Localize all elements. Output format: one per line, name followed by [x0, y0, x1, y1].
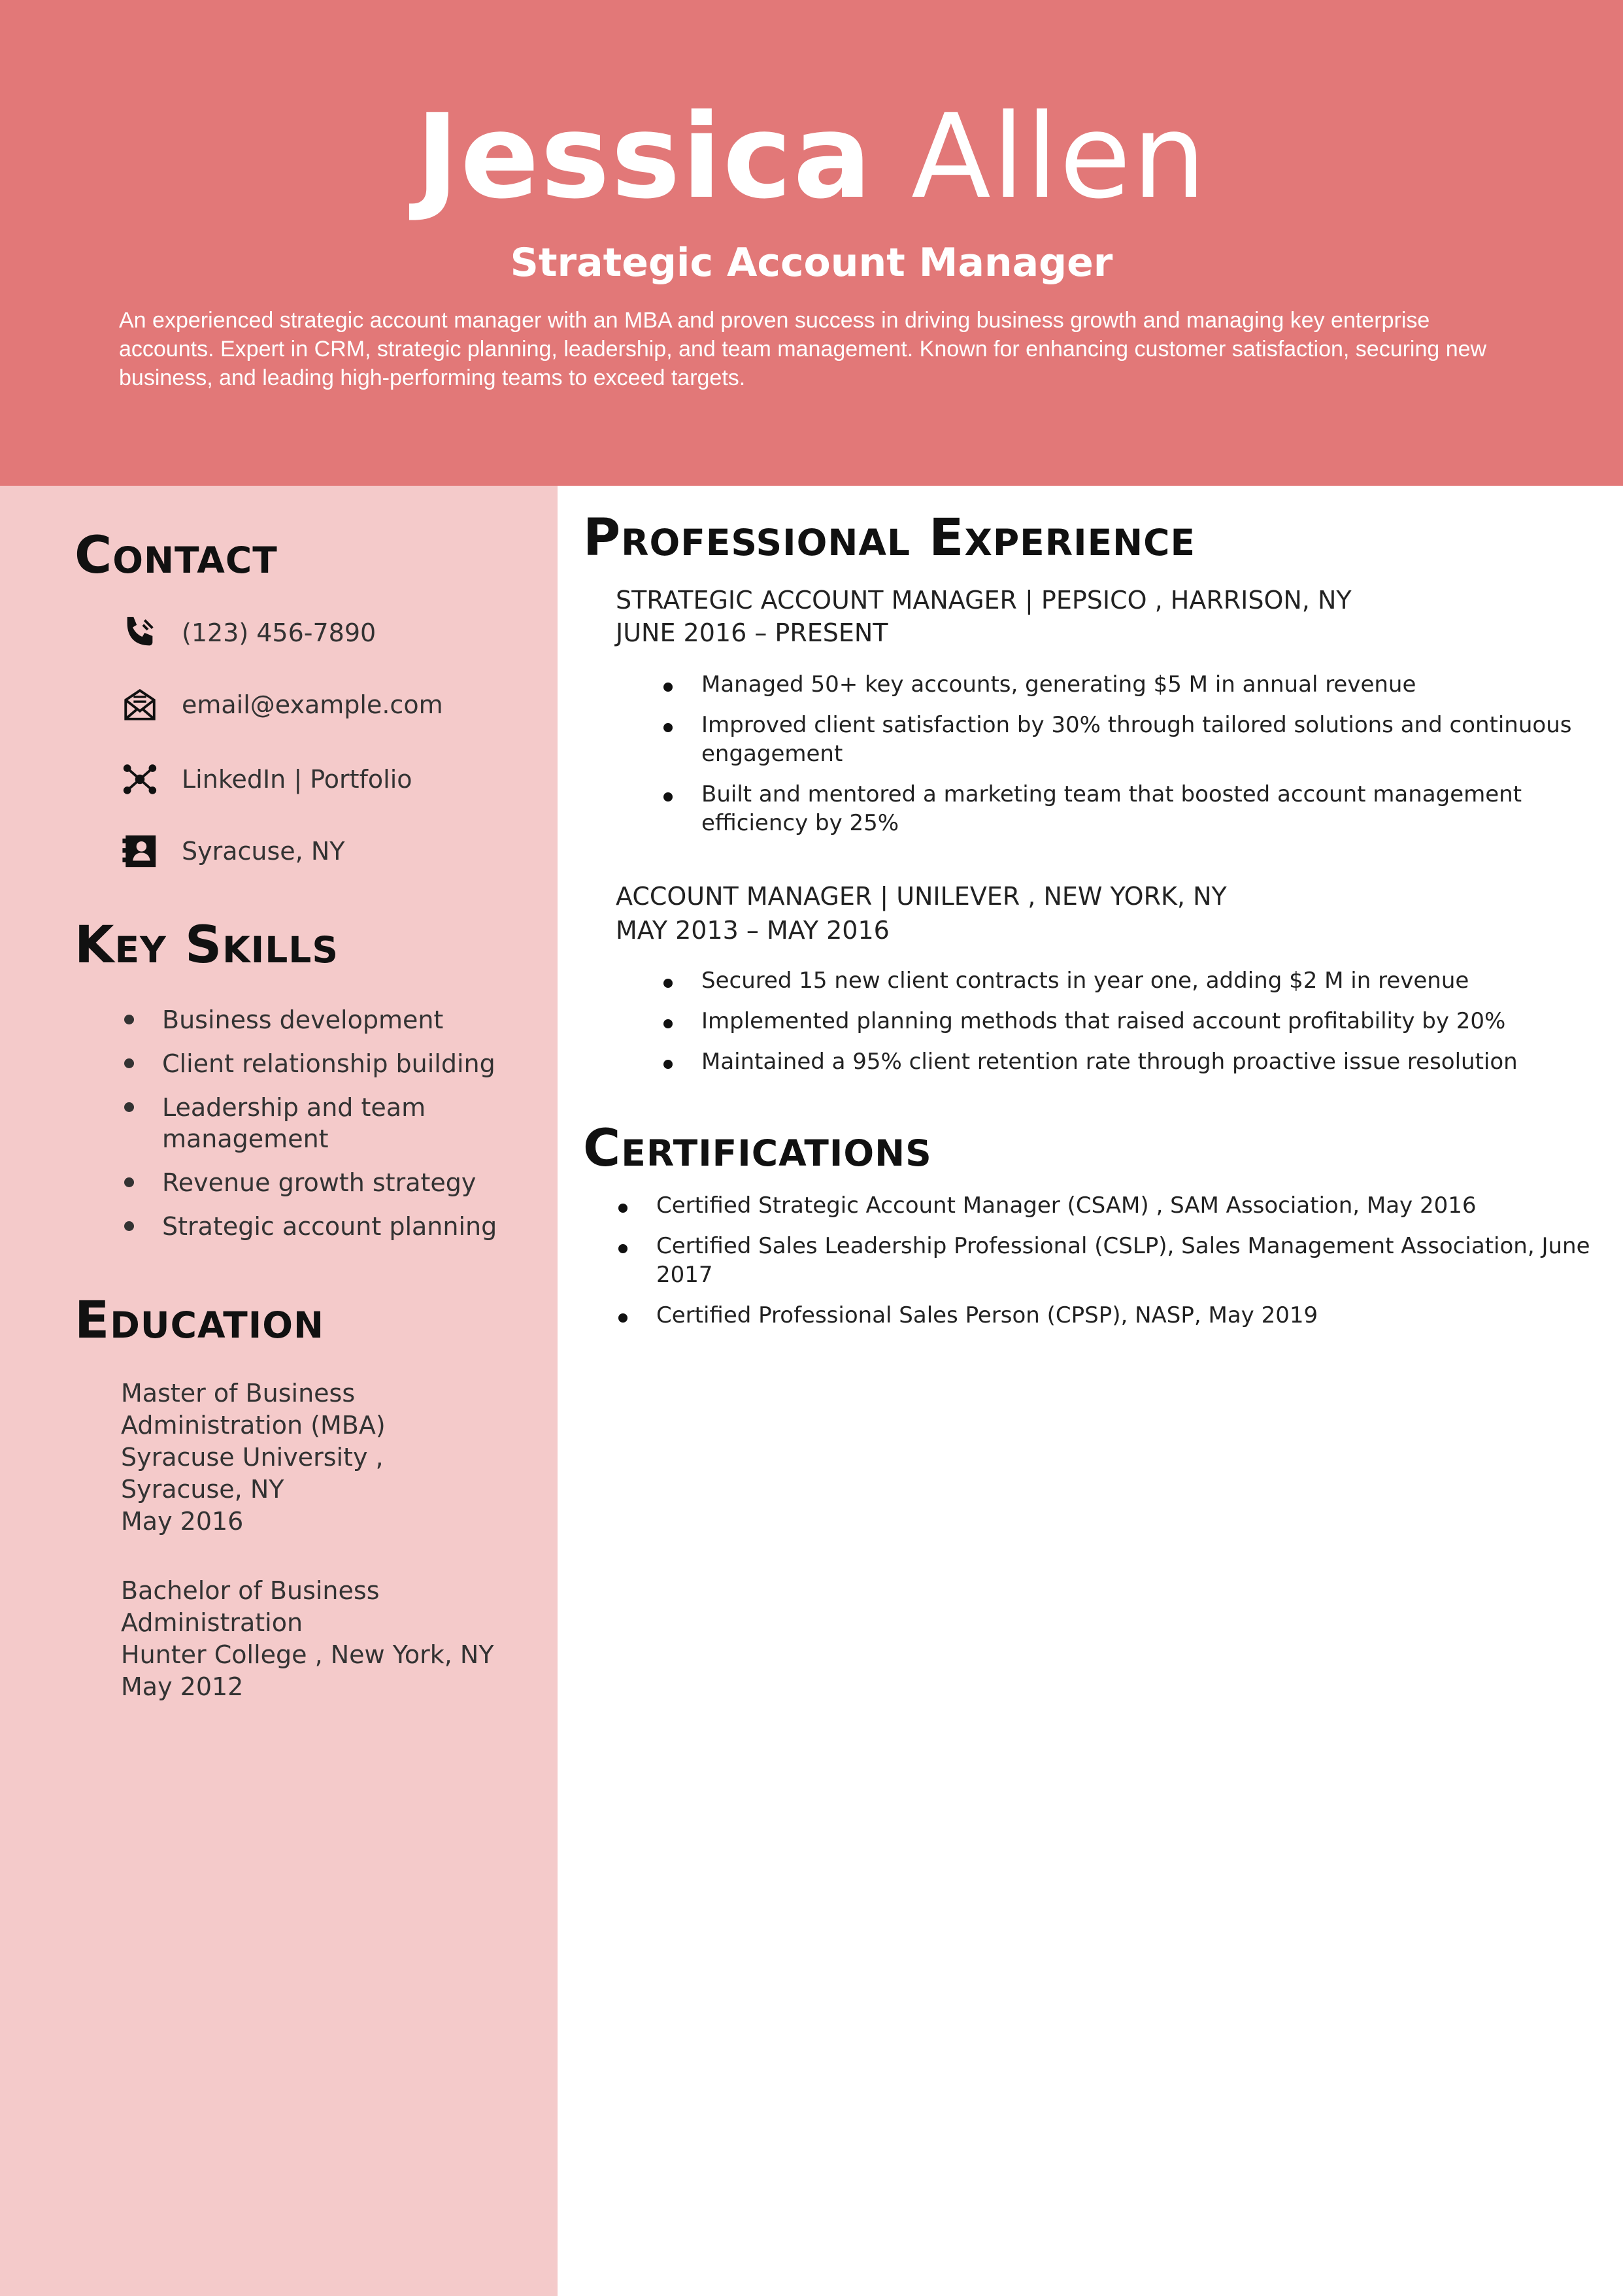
contact-phone: [121, 613, 376, 652]
candidate-name: [0, 89, 1623, 224]
profile-summary: An experienced strategic account manager with an MBA and proven success in driving business growth and managing key enterprise accounts. Expert in CRM, strategic planning, leadership, and team management. Known for enhancing customer satisfaction, securing new business, and leading high-performing teams to exceed targets.: [119, 308, 1487, 390]
network-icon: [121, 760, 159, 798]
education-heading: Education: [75, 1291, 325, 1350]
email-address[interactable]: email@example.com: [182, 690, 443, 719]
certification-item: Certified Sales Leadership Professional (CSLP), Sales Management Association, June 2017: [656, 1233, 1590, 1288]
achievement-item: Maintained a 95% client retention rate through proactive issue resolution: [701, 1047, 1594, 1076]
phone-number[interactable]: (123) 456-7890: [182, 618, 376, 647]
phone-icon: [121, 614, 159, 652]
graduation-date: May 2012: [121, 1672, 244, 1701]
school-name: Syracuse University , Syracuse, NY: [121, 1443, 384, 1504]
job-1-achievements: [701, 670, 1594, 849]
skills-list: [122, 1004, 527, 1255]
certifications-heading: Certifications: [583, 1119, 932, 1178]
first-name: Jessica: [415, 89, 873, 224]
job-1-dates: JUNE 2016 – PRESENT: [616, 618, 888, 647]
achievement-item: Implemented planning methods that raised account profitability by 20%: [701, 1007, 1594, 1036]
skill-item: Leadership and team management: [122, 1092, 450, 1155]
education-entry-mba: [121, 1377, 513, 1538]
degree-name: Bachelor of Business Administration: [121, 1576, 380, 1637]
job-2-achievements: [701, 966, 1594, 1088]
location-text: Syracuse, NY: [182, 837, 345, 866]
job-2-title: ACCOUNT MANAGER | UNILEVER , NEW YORK, NY: [616, 882, 1227, 911]
contact-links: [121, 760, 412, 799]
contact-email: [121, 685, 443, 724]
certification-item: Certified Professional Sales Person (CPSP), NASP, May 2019: [656, 1301, 1591, 1330]
skills-heading: Key Skills: [75, 916, 339, 975]
contact-location: [121, 832, 345, 871]
skill-item: Strategic account planning: [122, 1211, 527, 1242]
last-name: Allen: [911, 89, 1208, 224]
skill-item: Revenue growth strategy: [122, 1167, 527, 1198]
degree-name: Master of Business Administration (MBA): [121, 1379, 386, 1440]
job-2-dates: MAY 2013 – MAY 2016: [616, 916, 890, 945]
skill-item: Client relationship building: [122, 1048, 527, 1079]
profile-links[interactable]: LinkedIn | Portfolio: [182, 765, 412, 794]
job-1-title: STRATEGIC ACCOUNT MANAGER | PEPSICO , HARRISON, NY: [616, 586, 1352, 615]
job-title-heading: Strategic Account Manager: [510, 240, 1113, 286]
achievement-item: Managed 50+ key accounts, generating $5 M in annual revenue: [701, 670, 1594, 699]
contact-heading: Contact: [75, 526, 278, 585]
envelope-icon: [121, 686, 159, 724]
school-name: Hunter College , New York, NY: [121, 1640, 494, 1669]
achievement-item: Secured 15 new client contracts in year one, adding $2 M in revenue: [701, 966, 1594, 995]
certifications-list: [656, 1191, 1591, 1342]
education-entry-bba: [121, 1575, 513, 1703]
graduation-date: May 2016: [121, 1507, 244, 1536]
achievement-item: Built and mentored a marketing team that boosted account management efficiency by 25%: [701, 780, 1594, 837]
experience-heading: Professional Experience: [583, 509, 1196, 567]
skill-item: Business development: [122, 1004, 527, 1036]
contact-card-icon: [121, 832, 159, 870]
achievement-item: Improved client satisfaction by 30% through tailored solutions and continuous engagement: [701, 711, 1594, 768]
certification-item: Certified Strategic Account Manager (CSAM) , SAM Association, May 2016: [656, 1191, 1591, 1220]
header-banner: [0, 0, 1623, 486]
